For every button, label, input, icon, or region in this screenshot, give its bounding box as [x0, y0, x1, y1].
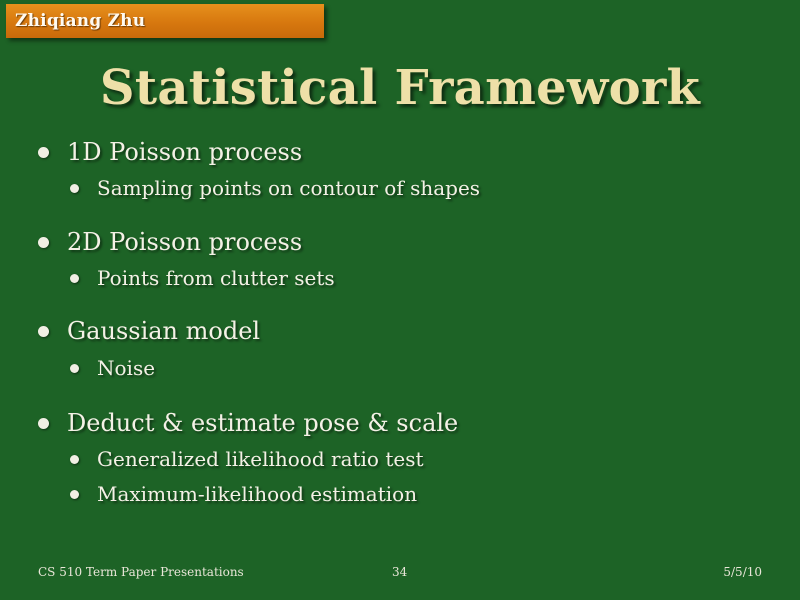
sub-bullet-text: Points from clutter sets	[97, 266, 335, 290]
bullet-1d-poisson	[38, 138, 302, 166]
sub-bullet-dot-icon	[70, 490, 79, 499]
sub-bullet-max-likelihood	[70, 482, 417, 506]
sub-bullet-dot-icon	[70, 364, 79, 373]
bullet-gaussian-model	[38, 317, 260, 345]
footer-page-number: 34	[392, 565, 408, 579]
bullet-dot-icon	[38, 418, 49, 429]
sub-bullet-text: Sampling points on contour of shapes	[97, 176, 481, 200]
author-name: Zhiqiang Zhu	[15, 11, 146, 31]
sub-bullet-sampling-points	[70, 176, 480, 200]
footer-date: 5/5/10	[723, 565, 762, 579]
bullet-dot-icon	[38, 237, 49, 248]
sub-bullet-noise	[70, 356, 155, 380]
bullet-text: 1D Poisson process	[67, 138, 303, 166]
bullet-dot-icon	[38, 326, 49, 337]
page-title: Statistical Framework	[99, 60, 701, 116]
bullet-2d-poisson	[38, 228, 302, 256]
bullet-text: 2D Poisson process	[67, 228, 303, 256]
sub-bullet-dot-icon	[70, 274, 79, 283]
bullet-text: Deduct & estimate pose & scale	[67, 409, 459, 437]
sub-bullet-dot-icon	[70, 184, 79, 193]
bullet-dot-icon	[38, 147, 49, 158]
sub-bullet-likelihood-ratio	[70, 447, 424, 471]
author-badge	[6, 4, 324, 38]
sub-bullet-dot-icon	[70, 455, 79, 464]
bullet-text: Gaussian model	[67, 317, 261, 345]
footer-course: CS 510 Term Paper Presentations	[38, 565, 244, 579]
sub-bullet-text: Maximum-likelihood estimation	[97, 482, 418, 506]
sub-bullet-text: Generalized likelihood ratio test	[97, 447, 424, 471]
sub-bullet-text: Noise	[97, 356, 156, 380]
sub-bullet-clutter-points	[70, 266, 335, 290]
bullet-deduct-estimate	[38, 409, 458, 437]
